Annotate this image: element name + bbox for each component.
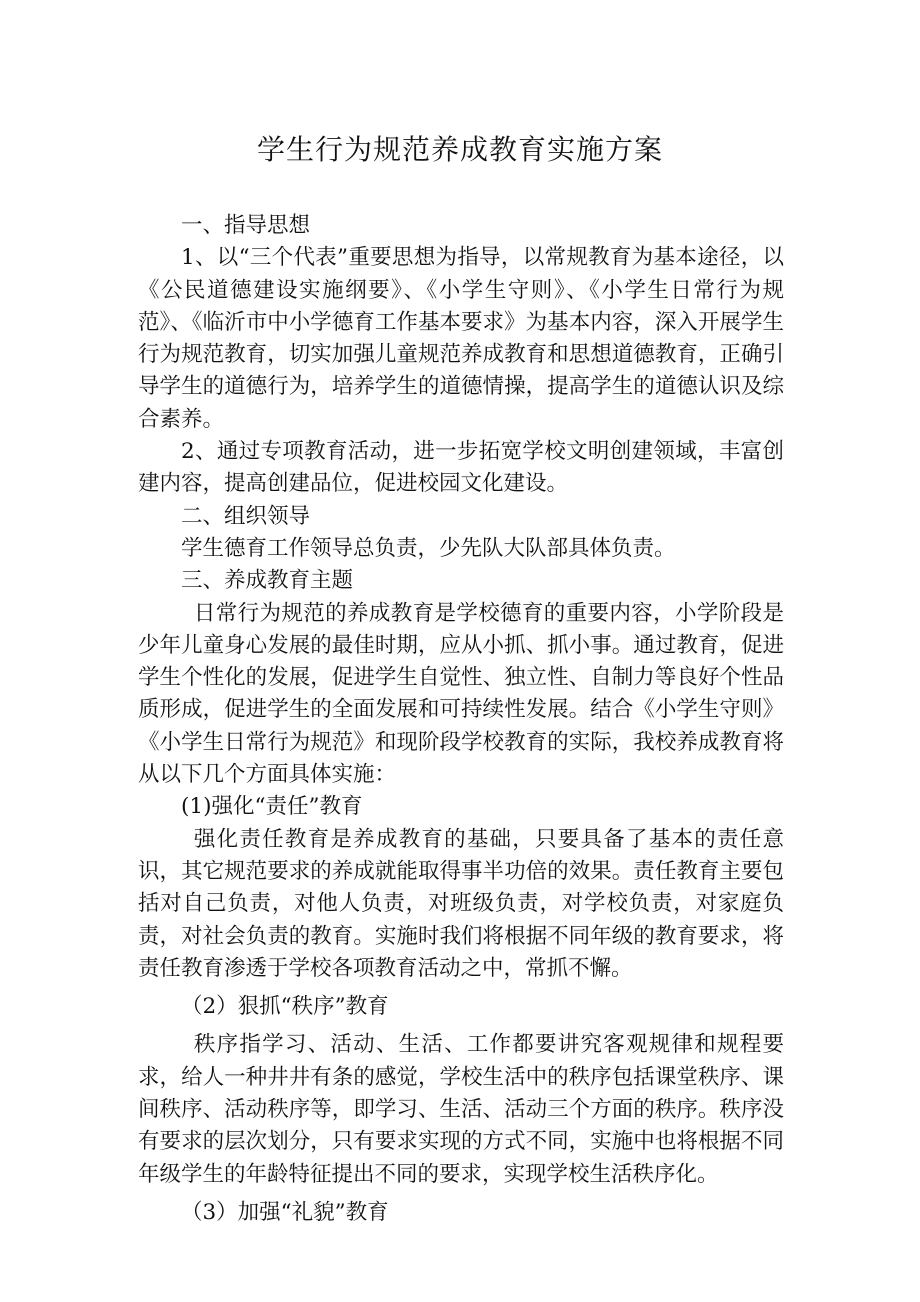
paragraph-order: 秩序指学习、活动、生活、工作都要讲究客观规律和规程要求，给人一种井井有条的感觉，学校生活中的秩序包括课堂秩序、课间秩序、活动秩序等，即学习、生活、活动三个方面的秩序。秩序没有要求的层次划分，只有要求实现的方式不同，实施中也将根据不同年级学生的年龄特征提出不同的要求，实现学校生活秩序化。 xyxy=(138,1032,784,1187)
document-title: 学生行为规范养成教育实施方案 xyxy=(256,133,663,166)
section-heading-guiding-ideology: 一、指导思想 xyxy=(181,213,311,238)
subheading-responsibility: (1)强化“责任”教育 xyxy=(181,794,363,820)
document-body xyxy=(138,210,784,1229)
paragraph-organization: 学生德育工作领导总负责，少先队大队部具体负责。 xyxy=(181,535,676,561)
paragraph-guiding-1: 1、以“三个代表”重要思想为指导，以常规教育为基本途径，以《公民道德建设实施纲要》、《小学生守则》、《小学生日常行为规范》、《临沂市中小学德育工作基本要求》为基本内容，深入开展学生行为规范教育，切实加强儿童规范养成教育和思想道德教育，正确引导学生的道德行为，培养学生的道德情操，提高学生的道德认识及综合素养。 xyxy=(138,245,784,432)
section-heading-organization: 二、组织领导 xyxy=(181,503,311,529)
section-heading-theme: 三、养成教育主题 xyxy=(181,568,354,594)
paragraph-guiding-2: 2、通过专项教育活动，进一步拓宽学校文明创建领域，丰富创建内容，提高创建品位，促进校园文化建设。 xyxy=(138,439,784,497)
paragraph-theme-intro: 日常行为规范的养成教育是学校德育的重要内容，小学阶段是少年儿童身心发展的最佳时期，应从小抓、抓小事。通过教育，促进学生个性化的发展，促进学生自觉性、独立性、自制力等良好个性品质形成，促进学生的全面发展和可持续性发展。结合《小学生守则》《小学生日常行为规范》和现阶段学校教育的实际，我校养成教育将从以下几个方面具体实施： xyxy=(138,600,784,788)
subheading-order: （2）狠抓“秩序”教育 xyxy=(181,994,389,1020)
subheading-politeness: （3）加强“礼貌”教育 xyxy=(181,1199,389,1225)
paragraph-responsibility: 强化责任教育是养成教育的基础，只要具备了基本的责任意识，其它规范要求的养成就能取得事半功倍的效果。责任教育主要包括对自己负责，对他人负责，对班级负责，对学校负责，对家庭负责，对社会负责的教育。实施时我们将根据不同年级的教育要求，将责任教育渗透于学校各项教育活动之中，常抓不懈。 xyxy=(138,826,784,981)
